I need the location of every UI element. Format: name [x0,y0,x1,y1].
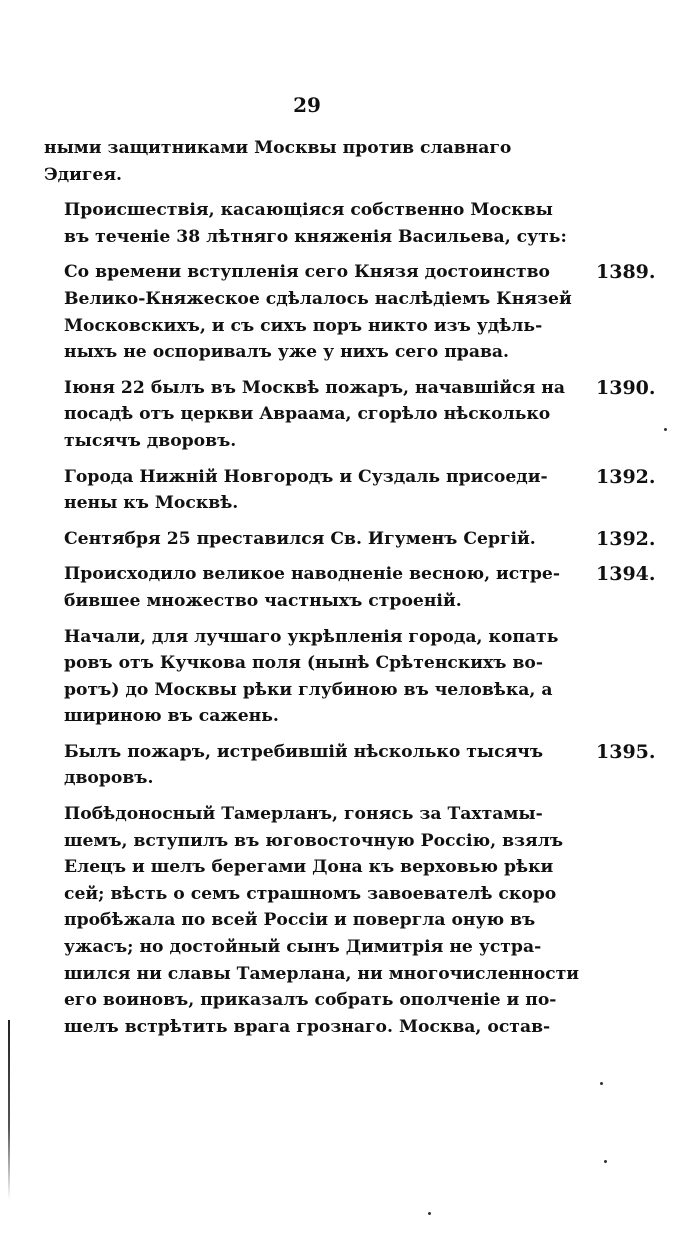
text-line: Былъ пожаръ, истребившій нѣсколько тысячъ [64,741,544,762]
margin-year: 1392 . [576,526,656,553]
scan-speck [664,428,667,431]
chronicle-entry-1390 [44,375,649,455]
margin-year: 1390 . [576,375,656,402]
text-line: Велико-Княжеское сдѣлалось наслѣдіемъ Князей [64,288,572,309]
chronicle-entry-1394 [44,561,649,614]
page-number: 29 [293,93,321,117]
text-line: ными защитниками Москвы против славнаго [44,138,512,158]
text-line: сей; вѣсть о семъ страшномъ завоевателѣ скоро [64,883,557,904]
text-line: шился ни славы Тамерлана, ни многочисленности [64,963,580,984]
scan-speck [428,1212,431,1215]
page-text [44,135,649,1049]
text-line: Происшествія, касающіяся собственно Москвы [64,200,553,221]
text-line: его воиновъ, приказалъ собрать ополченіе и по- [64,990,557,1011]
margin-year: 1395 . [576,739,656,766]
scan-speck [600,1082,603,1085]
text-line: Начали, для лучшаго укрѣпленія города, копать [64,626,559,647]
scan-speck [604,1160,607,1163]
text-line: Іюня 22 былъ въ Москвѣ пожаръ, начавшійся на [64,377,565,398]
text-line: пробѣжала по всей Россіи и повергла оную въ [64,910,536,931]
text-line: Эдигея. [44,164,123,185]
chronicle-entry-1392a [44,464,649,517]
text-line: тысячъ дворовъ. [64,430,237,451]
text-line: ужасъ; но достойный сынъ Димитрія не устра- [64,937,542,958]
chronicle-entry-1389 [44,259,649,365]
paragraph-intro [44,197,574,250]
text-line: бившее множество частныхъ строеній. [64,590,462,611]
paragraph-continuation [44,135,574,188]
text-line: Сентября 25 преставился Св. Игуменъ Сергій. [64,528,536,549]
margin-year: 1392 . [576,464,656,491]
scan-edge-shadow [8,1020,10,1200]
chronicle-entry-moat [44,624,574,730]
chronicle-entry-1392b [44,526,649,553]
text-line: Города Нижній Новгородъ и Суздаль присоеди- [64,466,548,487]
text-line: шелъ встрѣтить врага грознаго. Москва, остав- [64,1016,551,1037]
text-line: посадѣ отъ церкви Авраама, сгорѣло нѣсколько [64,404,551,425]
text-line: Происходило великое наводненіе весною, истре- [64,564,560,585]
text-line: дворовъ. [64,768,154,789]
text-line: ныхъ не оспоривалъ уже у нихъ сего права. [64,342,510,363]
chronicle-entry-tamerlane [44,801,580,1040]
margin-year: 1389 . [576,259,656,286]
chronicle-entry-1395 [44,739,649,792]
text-line: Со времени вступленія сего Князя достоинство [64,262,550,283]
text-line: шемъ, вступилъ въ юговосточную Россію, взялъ [64,830,563,851]
text-line: Елецъ и шелъ берегами Дона къ верховью рѣки [64,857,554,878]
text-line: Московскихъ, и съ сихъ поръ никто изъ удѣль- [64,315,543,336]
margin-year: 1394 . [576,561,656,588]
text-line: въ теченіе 38 лѣтняго княженія Васильева, суть: [64,226,567,247]
text-line: ровъ отъ Кучкова поля (нынѣ Срѣтенскихъ во- [64,653,543,674]
text-line: шириною въ сажень. [64,706,279,727]
text-line: Побѣдоносный Тамерланъ, гонясь за Тахтамы- [64,804,543,825]
text-line: ротъ) до Москвы рѣки глубиною въ человѣка, а [64,679,553,700]
text-line: нены къ Москвѣ. [64,493,239,514]
